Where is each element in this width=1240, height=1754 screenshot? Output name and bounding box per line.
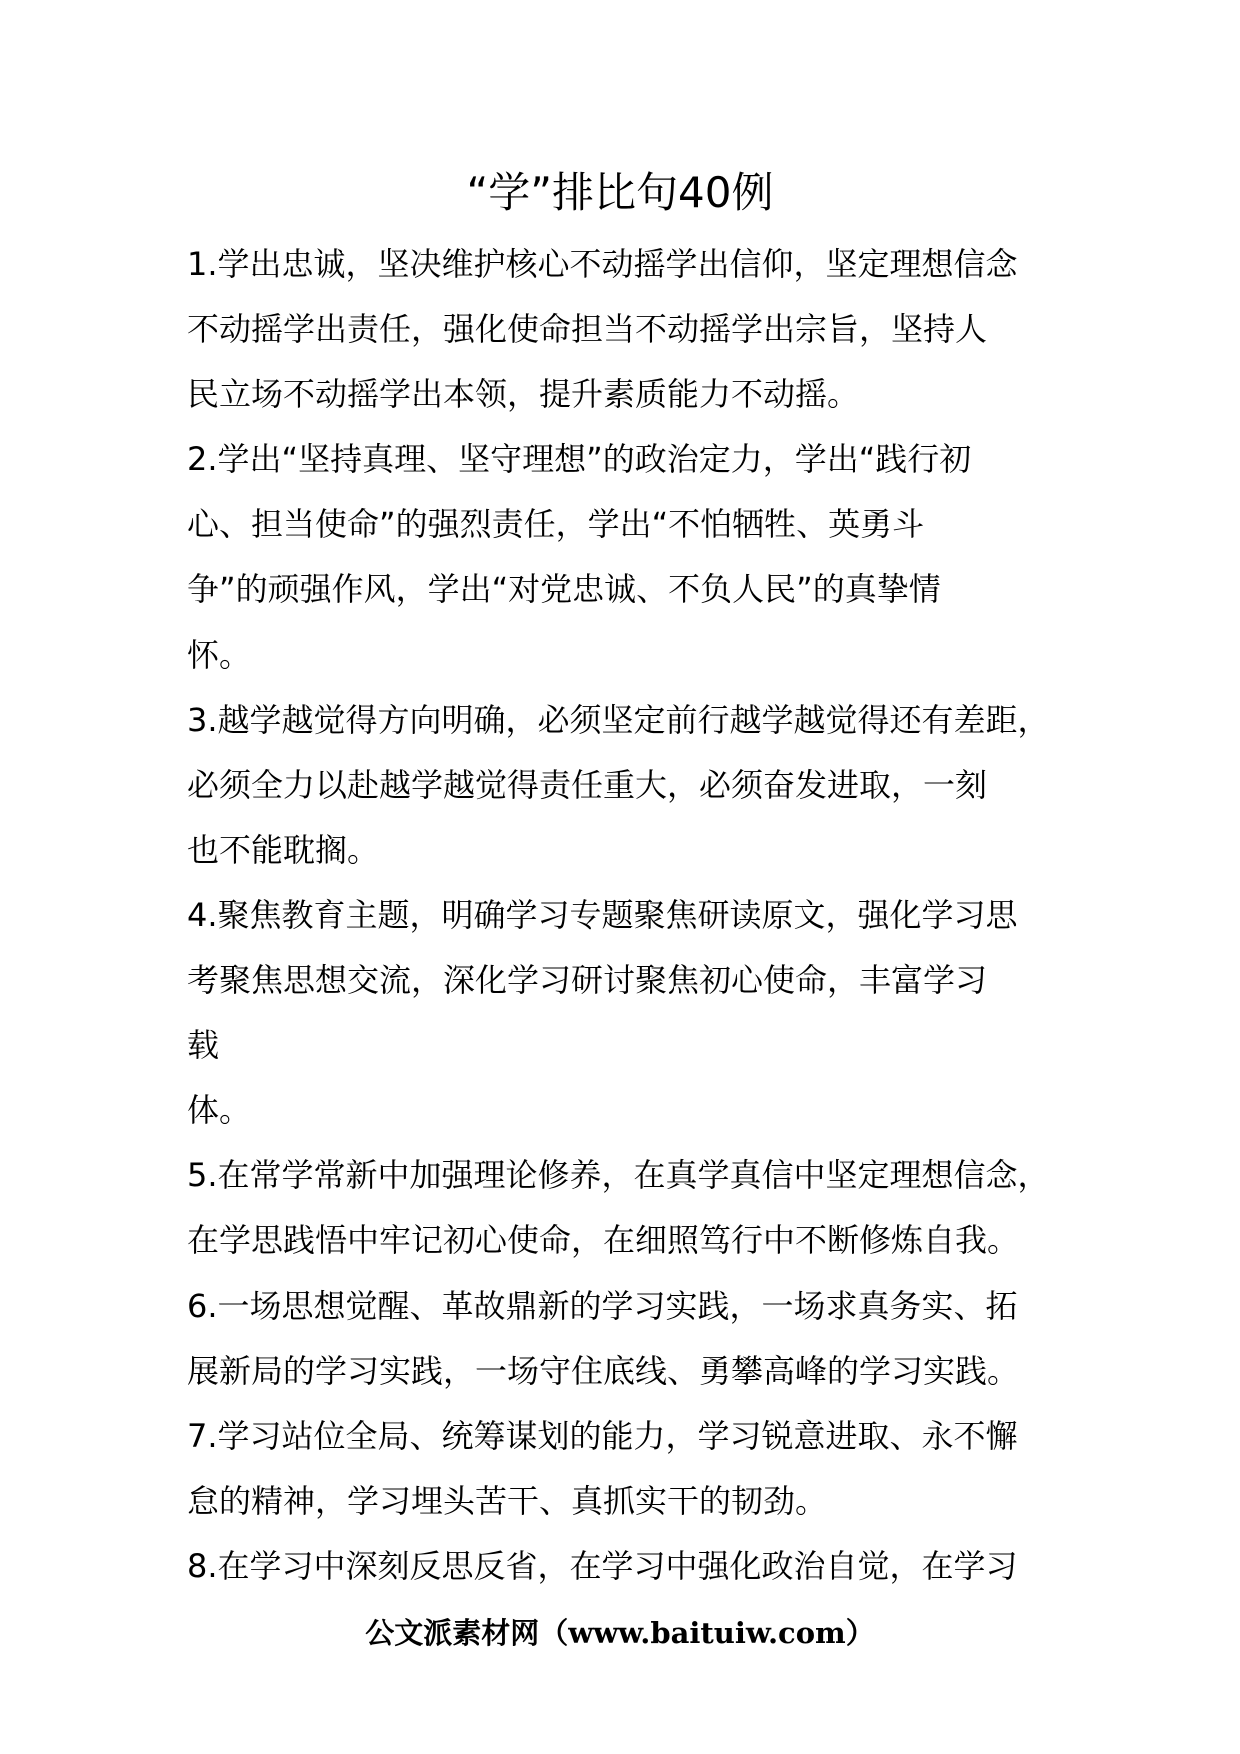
body-line: 争”的顽强作风，学出“对党忠诚、不负人民”的真挚情 — [187, 570, 941, 609]
body-line: 心、担当使命”的强烈责任，学出“不怕牺牲、英勇斗 — [187, 505, 925, 544]
body-line: 在学思践悟中牢记初心使命，在细照笃行中不断修炼自我。 — [187, 1221, 1020, 1260]
document-title: “学”排比句40例 — [466, 168, 774, 217]
body-line: 4.聚焦教育主题，明确学习专题聚焦研读原文，强化学习思 — [187, 895, 1018, 934]
body-line: 不动摇学出责任，强化使命担当不动摇学出宗旨，坚持人 — [187, 310, 988, 349]
body-line: 2.学出“坚持真理、坚守理想”的政治定力，学出“践行初 — [187, 440, 972, 479]
page-footer: 公文派素材网（www.baituiw.com） — [365, 1616, 875, 1650]
body-line: 必须全力以赴越学越觉得责任重大，必须奋发进取，一刻 — [187, 765, 988, 804]
body-line: 5.在常学常新中加强理论修养，在真学真信中坚定理想信念， — [187, 1156, 1050, 1195]
body-line: 体。 — [187, 1091, 252, 1130]
body-line: 1.学出忠诚，坚决维护核心不动摇学出信仰，坚定理想信念 — [187, 245, 1018, 283]
body-line: 载 — [187, 1026, 220, 1065]
body-line: 6.一场思想觉醒、革故鼎新的学习实践，一场求真务实、拓 — [187, 1286, 1018, 1325]
body-line: 怀。 — [187, 635, 252, 674]
body-line: 也不能耽搁。 — [187, 830, 380, 869]
body-line: 7.学习站位全局、统筹谋划的能力，学习锐意进取、永不懈 — [187, 1416, 1018, 1455]
body-line: 3.越学越觉得方向明确，必须坚定前行越学越觉得还有差距， — [187, 700, 1050, 739]
body-line: 展新局的学习实践，一场守住底线、勇攀高峰的学习实践。 — [187, 1351, 1020, 1390]
body-line: 考聚焦思想交流，深化学习研讨聚焦初心使命，丰富学习 — [187, 961, 988, 1000]
body-line: 8.在学习中深刻反思反省，在学习中强化政治自觉，在学习 — [187, 1546, 1018, 1585]
body-line: 民立场不动摇学出本领，提升素质能力不动摇。 — [187, 375, 860, 414]
body-line: 怠的精神，学习埋头苦干、真抓实干的韧劲。 — [187, 1481, 828, 1520]
document-body — [187, 232, 1087, 1599]
